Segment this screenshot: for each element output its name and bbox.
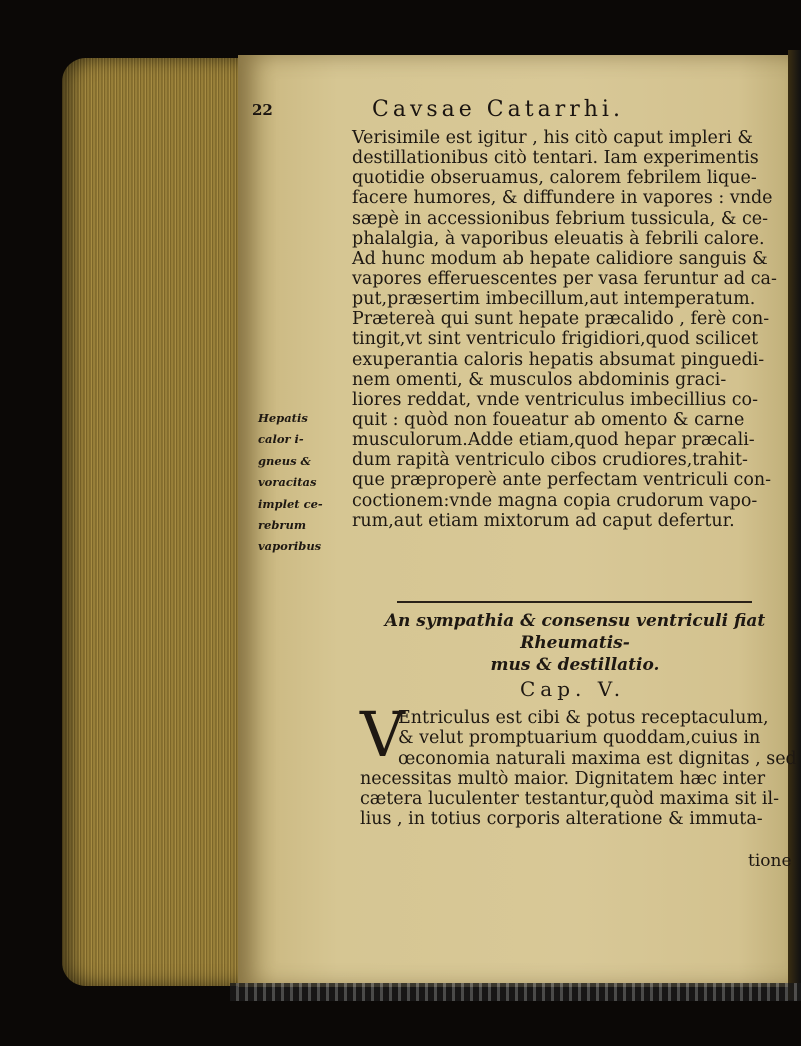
text-line: coctionem:vnde magna copia crudorum vapo-	[352, 490, 758, 511]
book-bottom-edge	[230, 983, 801, 1001]
text-line: dum rapità ventriculo cibos crudiores,trahit-	[352, 450, 748, 471]
text-line: Prætereà qui sunt hepate præcalido , ferè con-	[352, 309, 770, 330]
text-line: Entriculus est cibi & potus receptaculum,	[398, 708, 769, 728]
marginal-line: voracitas	[258, 475, 317, 490]
text-line: que præproperè ante perfectam ventriculi con-	[352, 470, 772, 491]
text-line: destillationibus citò tentari. Iam experimentis	[352, 148, 759, 169]
text-line: Verisimile est igitur , his citò caput impleri &	[352, 128, 754, 148]
chapter-text	[360, 708, 797, 830]
text-line: tingit,vt sint ventriculo frigidiori,quod scilicet	[352, 329, 759, 350]
running-head: Cavsae Catarrhi.	[372, 97, 624, 122]
section-rule	[397, 601, 752, 603]
body-text	[352, 128, 777, 531]
text-line: quotidie obseruamus, calorem febrilem lique-	[352, 168, 757, 189]
catchword: tione	[748, 851, 792, 871]
text-line: & velut promptuarium quoddam,cuius in	[398, 728, 761, 749]
page-header	[252, 99, 772, 125]
marginal-line: calor i-	[258, 432, 304, 447]
chapter-title	[360, 610, 790, 676]
text-line: vapores efferuescentes per vasa feruntur ad ca-	[352, 268, 777, 289]
text-line: phalalgia, à vaporibus eleuatis à febrili calore.	[352, 228, 765, 249]
marginal-line: rebrum	[258, 517, 307, 532]
text-line: necessitas multò maior. Dignitatem hæc inter	[360, 768, 766, 789]
text-line: quit : quòd non foueatur ab omento & carne	[352, 409, 745, 430]
drop-cap: V	[360, 698, 405, 771]
book-page-edges	[62, 58, 242, 986]
text-line: exuperantia caloris hepatis absumat pinguedi-	[352, 349, 765, 370]
chapter-number: Cap. V.	[520, 677, 626, 701]
marginal-line: vaporibus	[258, 539, 322, 554]
text-line: facere humores, & diffundere in vapores : vnde	[352, 188, 773, 209]
text-line: lius , in totius corporis alteratione & immuta-	[360, 809, 763, 830]
text-line: liores reddat, vnde ventriculus imbecillius co-	[352, 389, 758, 410]
text-line: œconomia naturali maxima est dignitas , sed	[398, 748, 797, 769]
text-line: put,præsertim imbecillum,aut intemperatum.	[352, 289, 756, 310]
marginal-note	[258, 408, 354, 558]
text-line: Ad hunc modum ab hepate calidiore sanguis &	[352, 248, 768, 269]
marginal-line: implet ce-	[258, 496, 323, 511]
chapter-title-line: mus & destillatio.	[490, 655, 660, 675]
marginal-line: gneus &	[258, 453, 311, 468]
text-line: musculorum.Adde etiam,quod hepar præcali-	[352, 430, 755, 451]
marginal-line: Hepatis	[258, 411, 308, 425]
text-line: rum,aut etiam mixtorum ad caput defertur.	[352, 510, 735, 531]
text-line: nem omenti, & musculos abdominis graci-	[352, 369, 727, 390]
text-line: cætera luculenter testantur,quòd maxima sit il-	[360, 789, 780, 810]
text-line: sæpè in accessionibus febrium tussicula, & ce-	[352, 208, 769, 229]
page-number: 22	[252, 101, 273, 119]
chapter-title-line: An sympathia & consensu ventriculi fiat Rheumatis-	[384, 611, 766, 653]
